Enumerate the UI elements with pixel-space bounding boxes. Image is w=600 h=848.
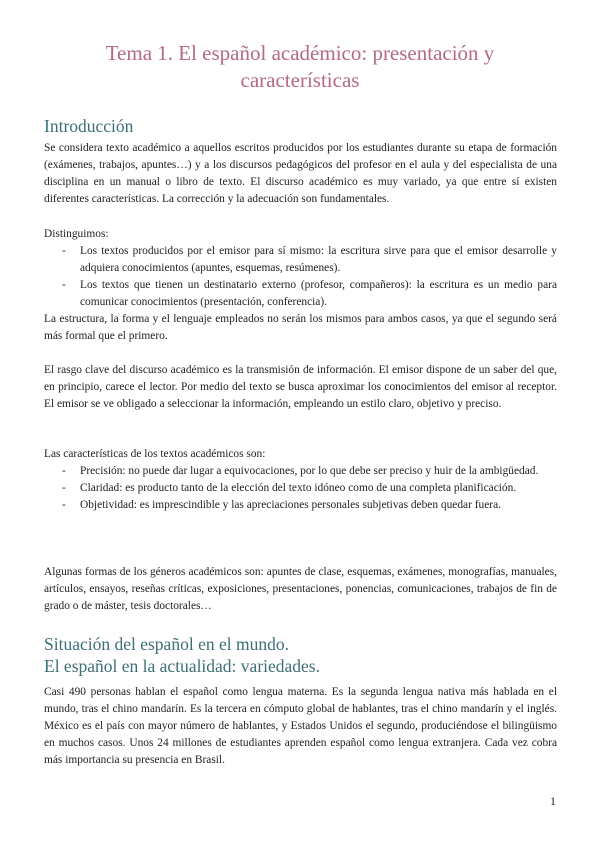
heading-variedades: El español en la actualidad: variedades. [44,656,320,676]
list-item: - Los textos que tienen un destinatario externo (profesor, compañeros): la escritura es un medio para comunicar conocimientos (presentación, conferencia). [62,279,557,308]
situacion-paragraph-1: Casi 490 personas hablan el español como lengua materna. Es la segunda lengua nativa más hablada en el mundo, tras el chino mandarín. Es la tercera en cómputo global de hablantes, tras el chino mandarín y el inglés. México es el país con mayor número de hablantes, y Estados Unidos el segundo, produciéndose el bilingüismo en muchos casos. Unos 24 millones de estudiantes aprenden español como lengua extranjera. Cada vez cobra más importancia su presencia en Brasil. [44,686,557,766]
distinguimos-label: Distinguimos: [44,228,109,240]
list-item: - Claridad: es producto tanto de la elección del texto idóneo como de una completa planificación. [62,482,517,494]
caracteristicas-label: Las características de los textos académicos son: [44,448,266,460]
list-item: - Precisión: no puede dar lugar a equivocaciones, por lo que debe ser preciso y huir de la ambigüedad. [62,465,539,477]
intro-paragraph-3: El rasgo clave del discurso académico es la transmisión de información. El emisor dispone de un saber del que, en principio, carece el lector. Por medio del texto se busca aproximar los conocimientos del emisor al receptor. El emisor se ve obligado a seleccionar la información, empleando un estilo claro, objetivo y preciso. [44,364,557,410]
intro-paragraph-4: Algunas formas de los géneros académicos son: apuntes de clase, esquemas, exámenes, monografías, manuales, artículos, ensayos, reseñas críticas, exposiciones, presentaciones, ponencias, comunicaciones, trabajos de fin de grado o de máster, tesis doctorales… [44,566,557,612]
list-item: - Objetividad: es imprescindible y las apreciaciones personales subjetivas deben quedar fuera. [62,499,501,511]
document-title: Tema 1. El español académico: presentación y características [105,41,495,92]
page-number: 1 [550,794,556,808]
list-caracteristicas [44,463,557,514]
intro-paragraph-2: La estructura, la forma y el lenguaje empleados no serán los mismos para ambos casos, ya que el segundo será más formal que el primero. [44,313,557,342]
heading-introduccion: Introducción [44,116,134,136]
heading-situacion: Situación del español en el mundo. [44,634,289,654]
list-tipos-textos [44,243,557,311]
list-item: - Los textos producidos por el emisor para sí mismo: la escritura sirve para que el emisor desarrolle y adquiera conocimientos (apuntes, esquemas, resúmenes). [62,245,557,274]
intro-paragraph-1: Se considera texto académico a aquellos escritos producidos por los estudiantes durante su etapa de formación (exámenes, trabajos, apuntes…) y a los discursos pedagógicos del profesor en el aula y del especialista de una disciplina en un manual o libro de texto. El discurso académico es muy variado, ya que entre sí existen diferentes características. La corrección y la adecuación son fundamentales. [44,142,557,205]
